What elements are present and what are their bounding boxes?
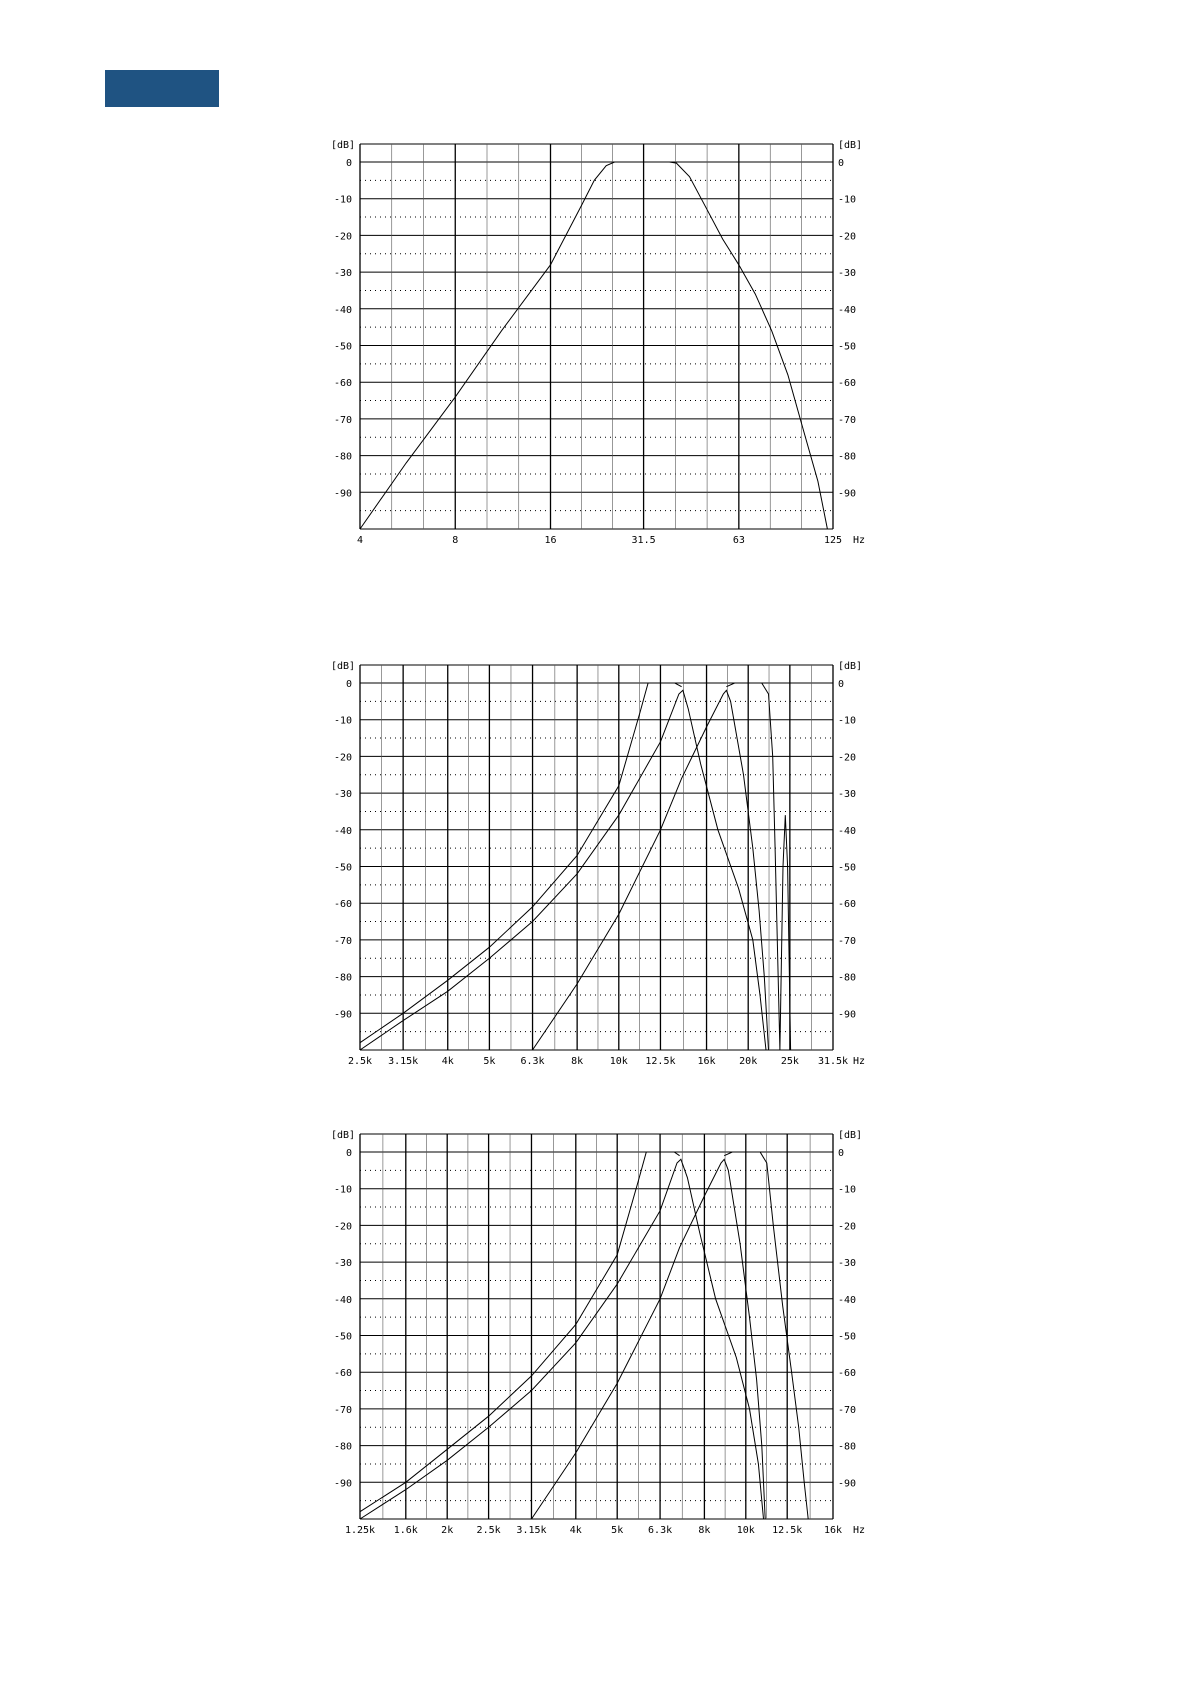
x-tick-label: 2.5k: [476, 1525, 501, 1536]
y-tick-label-right: -40: [838, 1294, 857, 1306]
y-tick-label-right: -30: [838, 268, 857, 280]
x-tick-label: 1.6k: [393, 1525, 418, 1536]
y-tick-label-right: -20: [838, 752, 857, 764]
y-tick-label-right: -40: [838, 825, 857, 837]
x-tick-label: 1.25k: [344, 1525, 376, 1536]
y-tick-label-left: -20: [333, 752, 352, 764]
chart-1: [331, 140, 865, 546]
x-tick-label: 2k: [441, 1525, 454, 1536]
y-unit-right: [dB]: [838, 1130, 863, 1141]
y-tick-label-left: -40: [333, 825, 352, 837]
y-tick-label-left: -30: [333, 268, 352, 280]
y-tick-label-right: -60: [838, 899, 857, 911]
y-tick-label-right: -20: [838, 231, 857, 243]
y-tick-label-right: -50: [838, 862, 857, 874]
y-tick-label-right: -60: [838, 1368, 857, 1380]
x-tick-label: 31.5: [631, 535, 656, 546]
x-tick-label: 12.5k: [772, 1525, 803, 1536]
y-tick-label-left: -40: [333, 304, 352, 316]
y-tick-label-right: -90: [838, 1478, 857, 1490]
y-tick-label-right: -10: [838, 1184, 857, 1196]
y-tick-label-left: -80: [333, 451, 352, 463]
y-tick-label-right: -20: [838, 1221, 857, 1233]
y-tick-label-right: -10: [838, 194, 857, 206]
y-tick-label-right: -80: [838, 972, 857, 984]
y-tick-label-left: -80: [333, 972, 352, 984]
x-tick-label: 6.3k: [648, 1525, 673, 1536]
x-tick-label: 25k: [780, 1056, 799, 1067]
x-unit-label: Hz: [853, 535, 866, 546]
x-tick-label: 16: [544, 535, 557, 546]
x-unit-label: Hz: [853, 1525, 866, 1536]
x-tick-label: 63: [732, 535, 745, 546]
y-tick-label-right: 0: [838, 1148, 845, 1159]
y-tick-label-left: -60: [333, 1368, 352, 1380]
y-tick-label-right: -70: [838, 935, 857, 947]
x-tick-label: 4: [356, 535, 364, 546]
y-tick-label-right: -30: [838, 789, 857, 801]
x-tick-label: 16k: [823, 1525, 843, 1536]
y-tick-label-right: -80: [838, 451, 857, 463]
y-tick-label-right: -10: [838, 715, 857, 727]
x-tick-label: 12.5k: [645, 1056, 676, 1067]
x-tick-label: 8: [452, 535, 459, 546]
x-unit-label: Hz: [853, 1056, 866, 1067]
y-tick-label-left: -50: [333, 862, 352, 874]
y-tick-label-left: -70: [333, 1404, 352, 1416]
x-tick-label: 6.3k: [520, 1056, 545, 1067]
y-tick-label-right: 0: [838, 158, 845, 169]
chart-3: [331, 1130, 865, 1536]
x-tick-label: 5k: [611, 1525, 624, 1536]
y-tick-label-right: 0: [838, 679, 845, 690]
x-tick-label: 2.5k: [347, 1056, 373, 1067]
y-tick-label-left: -30: [333, 1258, 352, 1270]
y-tick-label-left: -10: [333, 1184, 352, 1196]
series-line-3: [533, 690, 769, 1050]
y-tick-label-left: -30: [333, 789, 352, 801]
y-tick-label-left: -40: [333, 1294, 352, 1306]
y-tick-label-left: -50: [333, 341, 352, 353]
x-tick-label: 3.15k: [516, 1525, 547, 1536]
x-tick-label: 16k: [697, 1056, 716, 1067]
y-tick-label-right: -70: [838, 1404, 857, 1416]
x-tick-label: 20k: [739, 1056, 758, 1067]
series-line-2: [360, 1159, 764, 1519]
y-tick-label-right: -90: [838, 488, 857, 500]
x-tick-label: 31.5k: [817, 1056, 849, 1067]
x-tick-label: 4k: [441, 1056, 454, 1067]
y-tick-label-left: -70: [333, 414, 352, 426]
y-tick-label-left: -70: [333, 935, 352, 947]
y-tick-label-left: -10: [333, 194, 352, 206]
y-tick-label-left: -20: [333, 231, 352, 243]
y-tick-label-left: -90: [333, 488, 352, 500]
y-tick-label-left: -10: [333, 715, 352, 727]
y-tick-label-right: -30: [838, 1258, 857, 1270]
x-tick-label: 125: [823, 535, 843, 546]
y-tick-label-right: -80: [838, 1441, 857, 1453]
y-unit-right: [dB]: [838, 140, 863, 151]
y-tick-label-left: -50: [333, 1331, 352, 1343]
x-tick-label: 8k: [698, 1525, 711, 1536]
y-unit-left: [dB]: [331, 140, 356, 151]
series-line-2: [360, 690, 766, 1050]
y-tick-label-left: -20: [333, 1221, 352, 1233]
x-tick-label: 8k: [571, 1056, 584, 1067]
series-line-1: [360, 1152, 680, 1512]
x-tick-label: 3.15k: [388, 1056, 419, 1067]
y-tick-label-left: 0: [345, 158, 352, 169]
y-tick-label-right: -40: [838, 304, 857, 316]
y-unit-left: [dB]: [331, 1130, 356, 1141]
y-tick-label-right: -70: [838, 414, 857, 426]
y-tick-label-left: -90: [333, 1478, 352, 1490]
x-tick-label: 10k: [736, 1525, 755, 1536]
series-line-1: [360, 683, 682, 1043]
y-unit-right: [dB]: [838, 661, 863, 672]
grid: [360, 144, 833, 529]
y-tick-label-right: -50: [838, 341, 857, 353]
y-tick-label-right: -50: [838, 1331, 857, 1343]
x-tick-label: 4k: [569, 1525, 582, 1536]
y-tick-label-right: -90: [838, 1009, 857, 1021]
y-unit-left: [dB]: [331, 661, 356, 672]
y-tick-label-left: 0: [345, 1148, 352, 1159]
y-tick-label-left: -60: [333, 378, 352, 390]
chart-2: [331, 661, 865, 1067]
y-tick-label-left: -60: [333, 899, 352, 911]
y-tick-label-left: 0: [345, 679, 352, 690]
y-tick-label-right: -60: [838, 378, 857, 390]
y-tick-label-left: -80: [333, 1441, 352, 1453]
x-tick-label: 10k: [609, 1056, 628, 1067]
x-tick-label: 5k: [483, 1056, 496, 1067]
y-tick-label-left: -90: [333, 1009, 352, 1021]
